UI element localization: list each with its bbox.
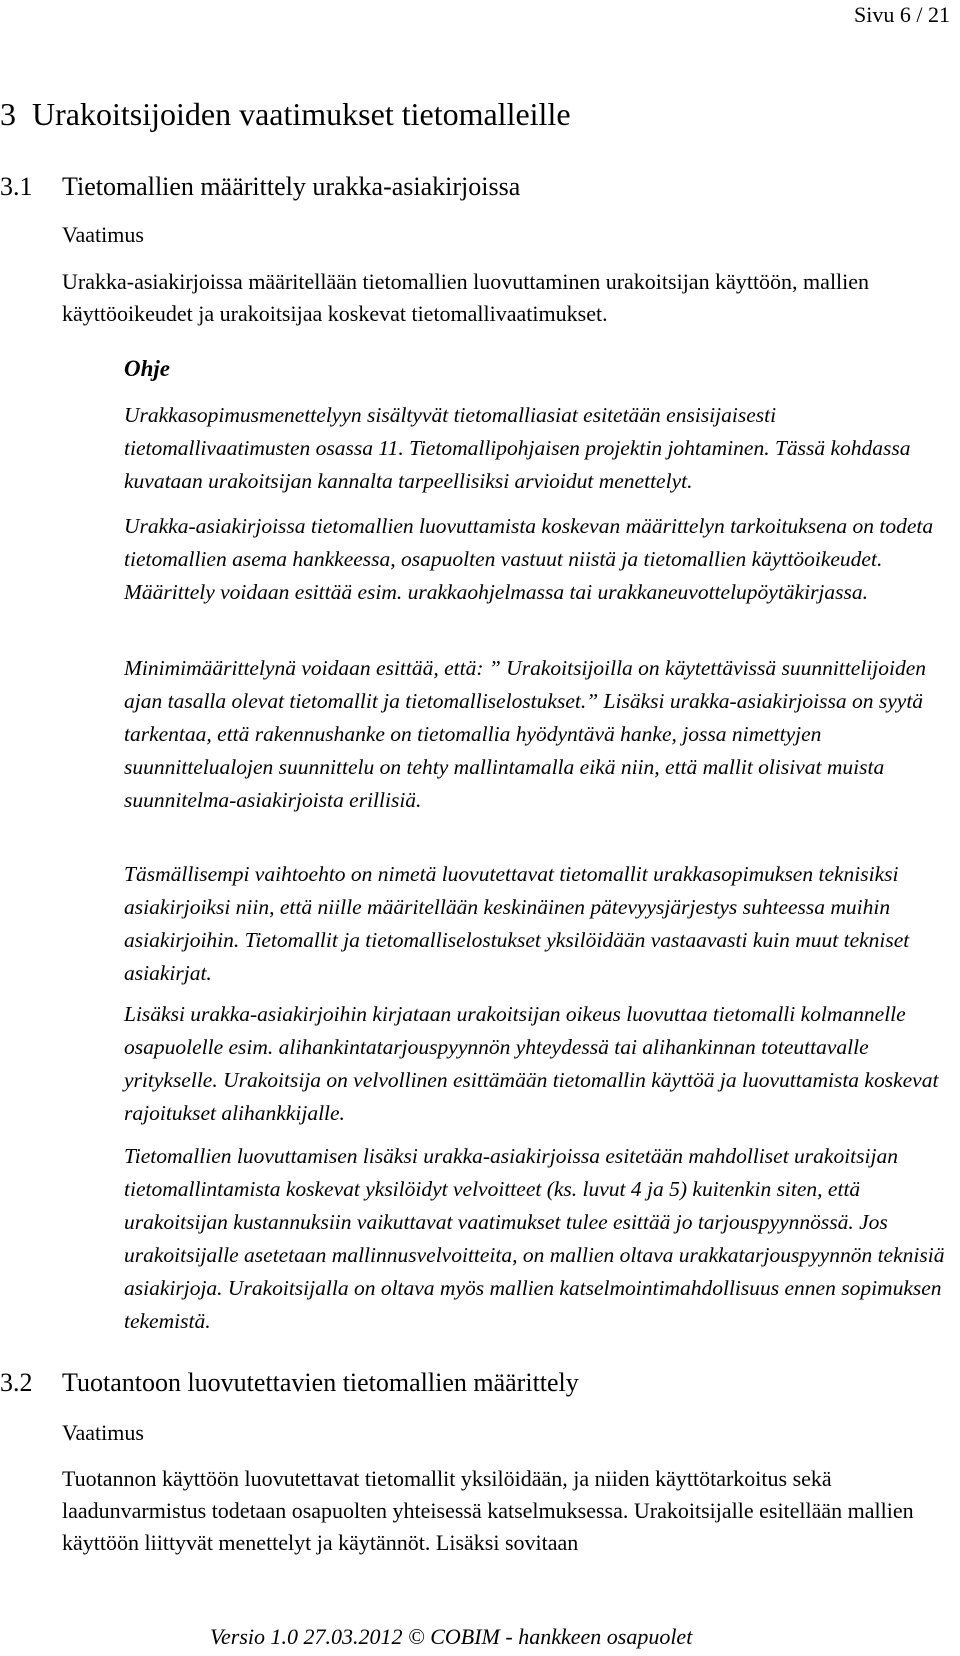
page-footer: Versio 1.0 27.03.2012 © COBIM - hankkeen osapuolet [210, 1624, 693, 1649]
section-3-2-title: Tuotantoon luovutettavien tietomallien määrittely [62, 1368, 579, 1397]
section-3-1-title: Tietomallien määrittely urakka-asiakirjoissa [62, 172, 521, 201]
section-3-2-requirement-label: Vaatimus [62, 1420, 144, 1445]
guidance-paragraph-1: Urakkasopimusmenettelyyn sisältyvät tietomalliasiat esitetään ensisijaisesti tietomallivaatimusten osassa 11. Tietomallipohjaisen projektin johtaminen. Tässä kohdassa kuvataan urakoitsijan kannalta tarpeellisiksi arvioidut menettelyt. [124, 403, 911, 493]
guidance-paragraph-6: Tietomallien luovuttamisen lisäksi urakka-asiakirjoissa esitetään mahdolliset urakoitsijan tietomallintamista koskevat yksilöidyt velvoitteet (ks. luvut 4 ja 5) kuitenkin siten, että urakoitsijan kustannuksiin vaikuttavat vaatimukset tulee esittää jo tarjouspyynnössä. Jos urakoitsijalle asetetaan mallinnusvelvoitteita, on mallien oltava urakkatarjouspyynnön teknisiä asiakirjoja. Urakoitsijalla on oltava myös mallien katselmointimahdollisuus ennen sopimuksen tekemistä. [124, 1144, 945, 1333]
guidance-paragraph-3: Minimimäärittelynä voidaan esittää, että: ” Urakoitsijoilla on käytettävissä suunnittelijoiden ajan tasalla olevat tietomallit ja tietomalliselostukset.” Lisäksi urakka-asiakirjoissa on syytä tarkentaa, että rakennushanke on tietomallia hyödyntävä hanke, jossa nimettyjen suunnittelualojen suunnittelu on tehty mallintamalla eikä niin, että mallit olisivat muista suunnitelma-asiakirjoista erillisiä. [124, 656, 926, 812]
guidance-paragraph-5: Lisäksi urakka-asiakirjoihin kirjataan urakoitsijan oikeus luovuttaa tietomalli kolmannelle osapuolelle esim. alihankintatarjouspyynnön yhteydessä tai alihankinnan toteuttavalle yritykselle. Urakoitsija on velvollinen esittämään tietomallin käyttöä ja luovuttamista koskevat rajoitukset alihankkijalle. [124, 1002, 939, 1125]
section-3-1-heading [0, 172, 520, 202]
section-3-2-heading [0, 1368, 579, 1398]
section-3-2-requirement-text: Tuotannon käyttöön luovutettavat tietomallit yksilöidään, ja niiden käyttötarkoitus sekä laadunvarmistus todetaan osapuolten yhteisessä katselmuksessa. Urakoitsijalle esitellään mallien käyttöön liittyvät menettelyt ja käytännöt. Lisäksi sovitaan [62, 1466, 914, 1555]
section-3-1-requirement-text: Urakka-asiakirjoissa määritellään tietomallien luovuttaminen urakoitsijan käyttöön, mallien käyttöoikeudet ja urakoitsijaa koskevat tietomallivaatimukset. [62, 269, 870, 326]
section-3-2-number: 3.2 [0, 1368, 33, 1397]
section-3-1-number: 3.1 [0, 172, 33, 201]
chapter-number: 3 [0, 96, 16, 132]
chapter-heading [0, 96, 571, 133]
section-3-1-requirement-label: Vaatimus [62, 222, 144, 247]
guidance-paragraph-2: Urakka-asiakirjoissa tietomallien luovuttamista koskevan määrittelyn tarkoituksena on todeta tietomallien asema hankkeessa, osapuolten vastuut niistä ja tietomallien käyttöoikeudet. Määrittely voidaan esittää esim. urakkaohjelmassa tai urakkaneuvottelupöytäkirjassa. [124, 514, 934, 604]
guidance-paragraph-4: Täsmällisempi vaihtoehto on nimetä luovutettavat tietomallit urakkasopimuksen teknisiksi asiakirjoiksi niin, että niille määritellään keskinäinen pätevyysjärjestys suhteessa muihin asiakirjoihin. Tietomallit ja tietomalliselostukset yksilöidään vastaavasti kuin muut tekniset asiakirjat. [124, 862, 910, 985]
chapter-title: Urakoitsijoiden vaatimukset tietomalleille [32, 96, 571, 132]
guidance-label: Ohje [124, 356, 170, 381]
page-number: Sivu 6 / 21 [854, 2, 950, 27]
